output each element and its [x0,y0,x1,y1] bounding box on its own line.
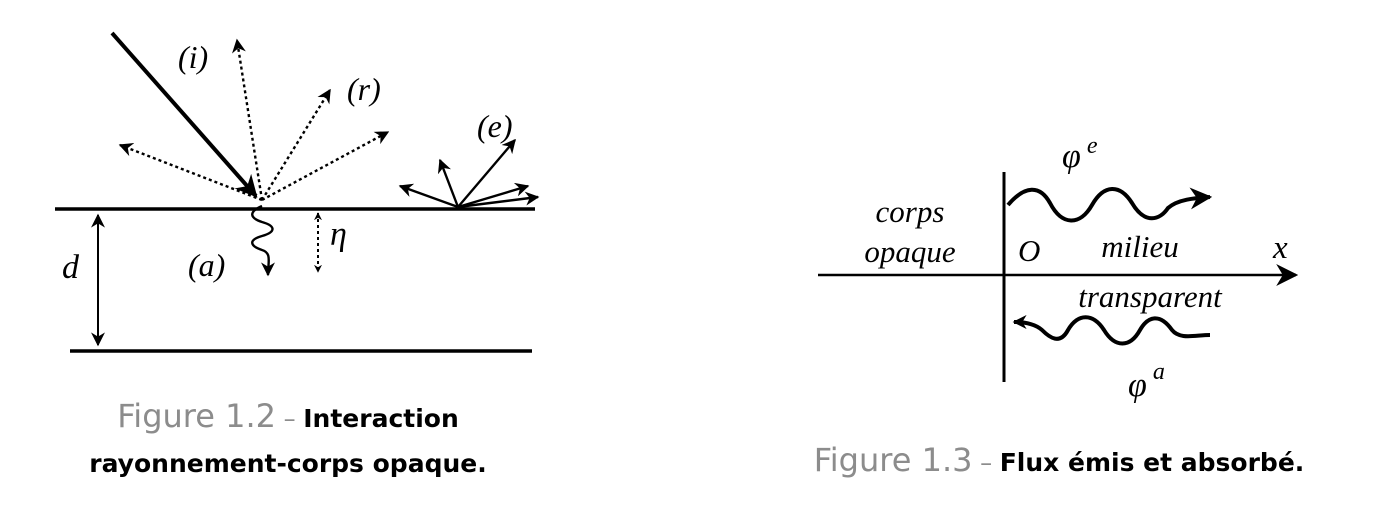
label-incident: (i) [178,39,209,75]
flux-emitted-sup: e [1086,133,1098,159]
reflected-ray-upright [262,90,330,200]
reflected-rays [120,40,388,200]
caption-text: Flux émis et absorbé. [999,448,1305,477]
emitted-ray-1 [400,186,458,207]
emitted-ray-2 [440,160,458,207]
caption-fig-1-3 [814,441,1305,479]
caption-fig-1-2-line2: rayonnement-corps opaque. [89,449,487,478]
label-origin: O [1018,233,1041,268]
label-medium-line1: milieu [1101,229,1179,264]
reflected-ray-left [120,145,262,200]
caption-separator: – [275,405,304,433]
figure-1-2 [55,33,538,478]
label-axis-x: x [1273,230,1288,266]
emitted-ray-5 [458,197,538,207]
reflected-ray-right [262,132,388,200]
caption-text-line1: Interaction [303,404,459,433]
absorbed-flux-wave [1014,317,1210,343]
caption-number: Figure 1.3 [813,441,973,479]
label-medium-line2: transparent [1078,279,1222,314]
label-flux-absorbed [1128,359,1165,404]
label-absorbed: (a) [188,247,226,283]
flux-emitted-symbol: φ [1062,138,1081,175]
caption-fig-1-2 [117,397,459,435]
emitted-ray-3 [458,140,515,207]
flux-absorbed-sup: a [1152,359,1165,385]
flux-absorbed-symbol: φ [1128,367,1147,404]
caption-number: Figure 1.2 [117,397,276,435]
label-reflected: (r) [347,71,381,107]
absorbed-wave [252,206,272,275]
emitted-flux-wave [1008,189,1210,221]
label-emitted: (e) [477,108,513,144]
emitted-rays [400,140,538,207]
label-thickness: d [62,249,79,286]
label-penetration: η [330,216,347,253]
label-flux-emitted [1062,133,1098,175]
label-body-line1: corps [875,194,945,229]
figure-1-3 [814,133,1305,479]
caption-separator: – [972,449,1000,477]
label-body-line2: opaque [864,234,956,269]
